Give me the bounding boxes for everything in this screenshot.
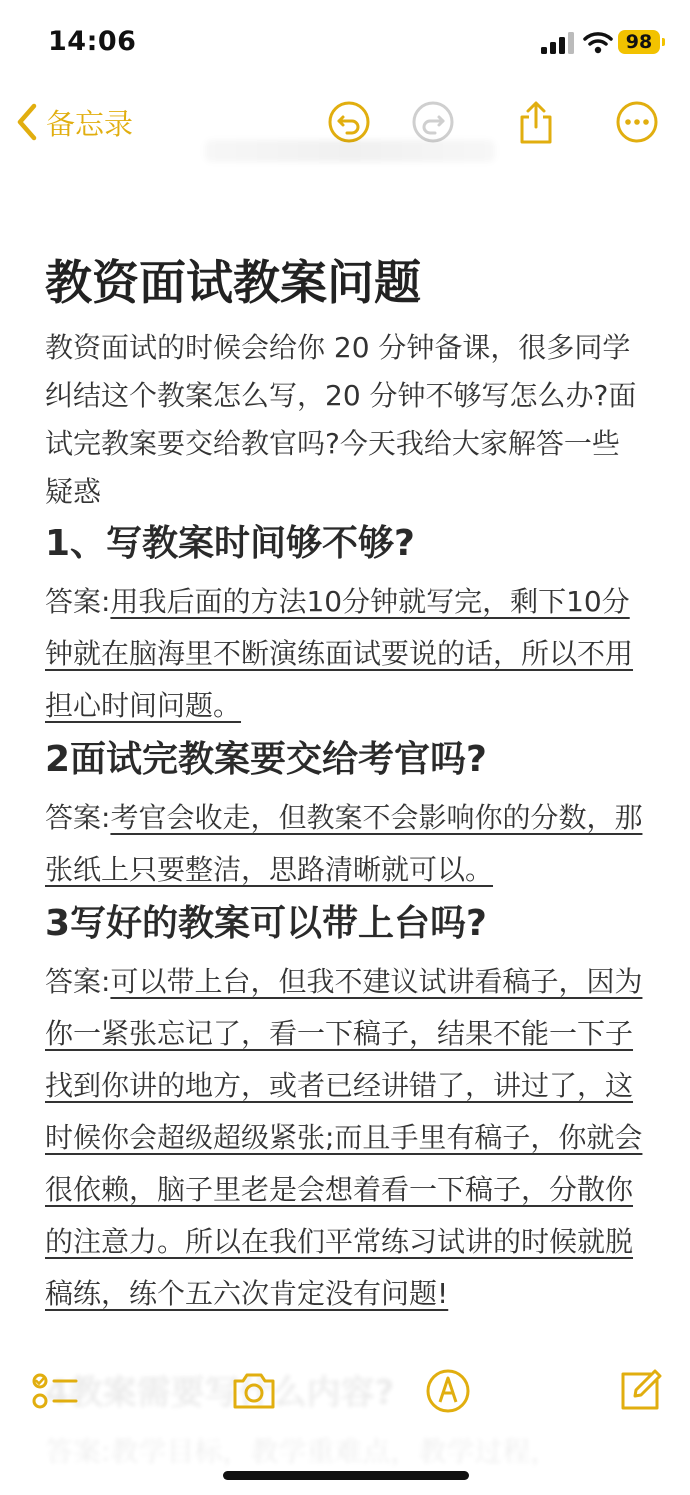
section-2 (45, 732, 645, 896)
note-body[interactable] (45, 250, 645, 1320)
section-3 (45, 896, 645, 1320)
answer-label: 答案: (45, 801, 111, 834)
cellular-signal-icon (541, 32, 575, 54)
more-icon[interactable] (615, 100, 659, 144)
question-heading: 3写好的教案可以带上台吗? (45, 903, 487, 944)
bottom-toolbar (0, 1360, 690, 1430)
answer-paragraph (45, 576, 645, 732)
camera-icon[interactable] (229, 1366, 279, 1416)
back-button[interactable] (14, 98, 133, 146)
answer-label: 答案: (45, 965, 111, 998)
status-time: 14:06 (48, 26, 137, 57)
answer-text: 可以带上台，但我不建议试讲看稿子，因为你一紧张忘记了，看一下稿子，结果不能一下子找到你讲的地方，或者已经讲错了，讲过了，这时候你会超级超级紧张;而且手里有稿子，你就会很依赖，脑子里老是会想着看一下稿子，分散你的注意力。所以在我们平常练习试讲的时候就脱稿练，练个五六次肯定没有问题! (45, 965, 643, 1310)
question-heading: 1、写教案时间够不够? (45, 523, 415, 564)
redo-icon[interactable] (411, 100, 455, 144)
battery-indicator: 98 (618, 30, 660, 54)
answer-label: 答案: (45, 585, 111, 618)
note-title: 教资面试教案问题 (45, 256, 421, 311)
chevron-left-icon (14, 102, 40, 142)
faded-heading: 4教案需要写什么内容? (45, 1373, 395, 1413)
wifi-icon (583, 30, 613, 54)
markup-pen-icon[interactable] (423, 1366, 473, 1416)
home-indicator[interactable] (223, 1471, 469, 1480)
undo-icon[interactable] (327, 100, 371, 144)
answer-text: 用我后面的方法10分钟就写完，剩下10分钟就在脑海里不断演练面试要说的话，所以不用担心时间问题。 (45, 585, 634, 722)
section-1 (45, 516, 645, 732)
answer-paragraph (45, 956, 645, 1320)
question-heading: 2面试完教案要交给考官吗? (45, 739, 487, 780)
answer-text: 考官会收走，但教案不会影响你的分数，那张纸上只要整洁，思路清晰就可以。 (45, 801, 643, 886)
blurred-header-text (205, 140, 495, 162)
checklist-icon[interactable] (30, 1366, 80, 1416)
status-bar (0, 0, 690, 80)
back-label: 备忘录 (46, 106, 134, 141)
faded-line: 答案:教学目标，教学重难点，教学过程， (45, 1435, 559, 1468)
compose-icon[interactable] (615, 1366, 665, 1416)
share-icon[interactable] (514, 100, 558, 144)
answer-paragraph (45, 792, 645, 896)
note-intro: 教资面试的时候会给你 20 分钟备课，很多同学纠结这个教案怎么写，20 分钟不够写怎么办?面试完教案要交给教官吗?今天我给大家解答一些疑惑 (45, 331, 637, 508)
